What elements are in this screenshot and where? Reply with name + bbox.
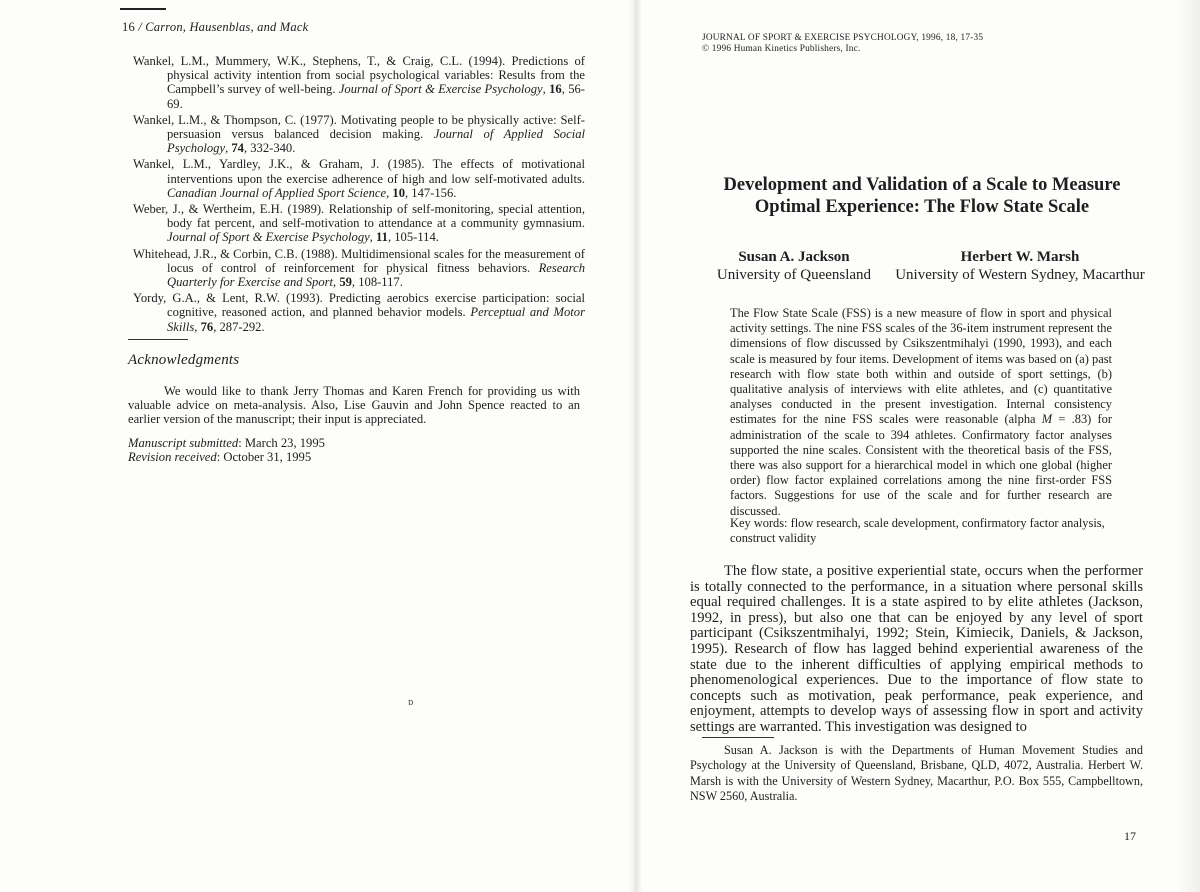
book-gutter bbox=[628, 0, 642, 892]
journal-citation: JOURNAL OF SPORT & EXERCISE PSYCHOLOGY, 1996, 18, 17-35 bbox=[702, 33, 984, 43]
author-affiliation: University of Queensland bbox=[716, 267, 872, 283]
keywords: Key words: flow research, scale development, confirmatory factor analysis, construct validity bbox=[730, 516, 1105, 546]
stray-mark: ɒ bbox=[408, 697, 414, 708]
running-head-authors: Carron, Hausenblas, and Mack bbox=[145, 20, 309, 34]
author-block bbox=[882, 248, 1158, 284]
reference-item: Yordy, G.A., & Lent, R.W. (1993). Predicting aerobics exercise participation: social cognitive, reasoned action, and planned behavior models. Perceptual and Motor Skills, 76, 287-292. bbox=[133, 291, 585, 334]
body-paragraph: The flow state, a positive experiential state, occurs when the performer is totally connected to the performance, in a situation where personal skills equal required challenges. It is a state aspired to by elite athletes (Jackson, 1992, in press), but also one that can be enjoyed by any level of sport participant (Csikszentmihalyi, 1992; Stein, Kimiecik, Daniels, & Jackson, 1995). Research of flow has lagged behind experiential awareness of the state due to the inherent difficulties of applying empirical methods to phenomenological experiences. Due to the importance of flow state to concepts such as motivation, peak performance, peak experience, and enjoyment, attempts to develop ways of assessing flow in sport and activity settings are warranted. This investigation was designed to bbox=[690, 563, 1143, 735]
page-number: 17 bbox=[1124, 829, 1136, 843]
reference-item: Whitehead, J.R., & Corbin, C.B. (1988). Multidimensional scales for the measurement of locus of control of reinforcement for physical fitness behaviors. Research Quarterly for Exercise and Sport, 59, 108-117. bbox=[133, 246, 585, 290]
reference-item: Weber, J., & Wertheim, E.H. (1989). Relationship of self-monitoring, special attention, body fat percent, and self-motivation to attendance at a community gymnasium. Journal of Sport & Exercise Psychology, 11, 105-114. bbox=[133, 202, 585, 245]
reference-item: Wankel, L.M., Yardley, J.K., & Graham, J. (1985). The effects of motivational interventions upon the exercise adherence of high and low self-motivated adults. Canadian Journal of Applied Sport Science, 10, 147-156. bbox=[133, 157, 585, 200]
author-name: Susan A. Jackson bbox=[738, 249, 850, 265]
running-head bbox=[122, 20, 308, 35]
acknowledgments-heading: Acknowledgments bbox=[128, 352, 240, 368]
reference-item: Wankel, L.M., Mummery, W.K., Stephens, T., & Craig, C.L. (1994). Predictions of physical activity intention from social psychological variables: Results from the Campbell’s survey of well-being. Journal of Sport & Exercise Psychology, 16, 56-69. bbox=[133, 54, 585, 111]
revision-received: Revision received: October 31, 1995 bbox=[128, 450, 312, 464]
author-block bbox=[694, 248, 894, 284]
abstract: The Flow State Scale (FSS) is a new measure of flow in sport and physical activity settings. The nine FSS scales of the 36-item instrument represent the dimensions of flow discussed by Csikszentmihalyi (1990, 1993), and each scale is measured by four items. Development of items was based on (a) past research with flow state both within and outside of sport settings, (b) qualitative analysis of interviews with elite athletes, and (c) quantitative analyses conducted in the present investigation. Internal consistency estimates for the nine FSS scales were reasonable (alpha M = .83) for administration of the scale to 394 athletes. Confirmatory factor analyses supported the nine scales. Consistent with the theoretical basis of the FSS, there was also support for a hierarchical model in which one global (higher order) flow factor explained correlations among the nine first-order FSS factors. Suggestions for use of the scale and for further research are discussed. bbox=[730, 306, 1113, 518]
title-line-2: Optimal Experience: The Flow State Scale bbox=[754, 197, 1090, 217]
article-title bbox=[642, 174, 1200, 218]
author-affiliation: University of Western Sydney, Macarthur bbox=[895, 267, 1145, 283]
page-number: 16 bbox=[122, 20, 135, 34]
reference-item: Wankel, L.M., & Thompson, C. (1977). Motivating people to be physically active: Self-persuasion versus balanced decision making. Journal of Applied Social Psychology, 74, 332-340. bbox=[133, 112, 585, 156]
copyright-line: © 1996 Human Kinetics Publishers, Inc. bbox=[702, 44, 861, 54]
author-name: Herbert W. Marsh bbox=[960, 249, 1080, 265]
reference-list bbox=[133, 54, 585, 336]
running-head-separator: / bbox=[138, 20, 142, 34]
section-rule bbox=[128, 339, 188, 340]
title-line-1: Development and Validation of a Scale to Measure bbox=[723, 175, 1121, 195]
footnote-rule bbox=[702, 737, 774, 738]
acknowledgments-body: We would like to thank Jerry Thomas and Karen French for providing us with valuable advice on meta-analysis. Also, Lise Gauvin and John Spence reacted to an earlier version of the manuscript; their input is appreciated. bbox=[128, 384, 580, 426]
page-edge-shadow bbox=[1178, 0, 1200, 892]
header-rule bbox=[120, 8, 166, 10]
author-footnote: Susan A. Jackson is with the Departments of Human Movement Studies and Psychology at the University of Queensland, Brisbane, QLD, 4072, Australia. Herbert W. Marsh is with the University of Western Sydney, Macarthur, P.O. Box 555, Campbelltown, NSW 2560, Australia. bbox=[690, 743, 1143, 804]
manuscript-submitted: Manuscript submitted: March 23, 1995 bbox=[128, 436, 325, 450]
